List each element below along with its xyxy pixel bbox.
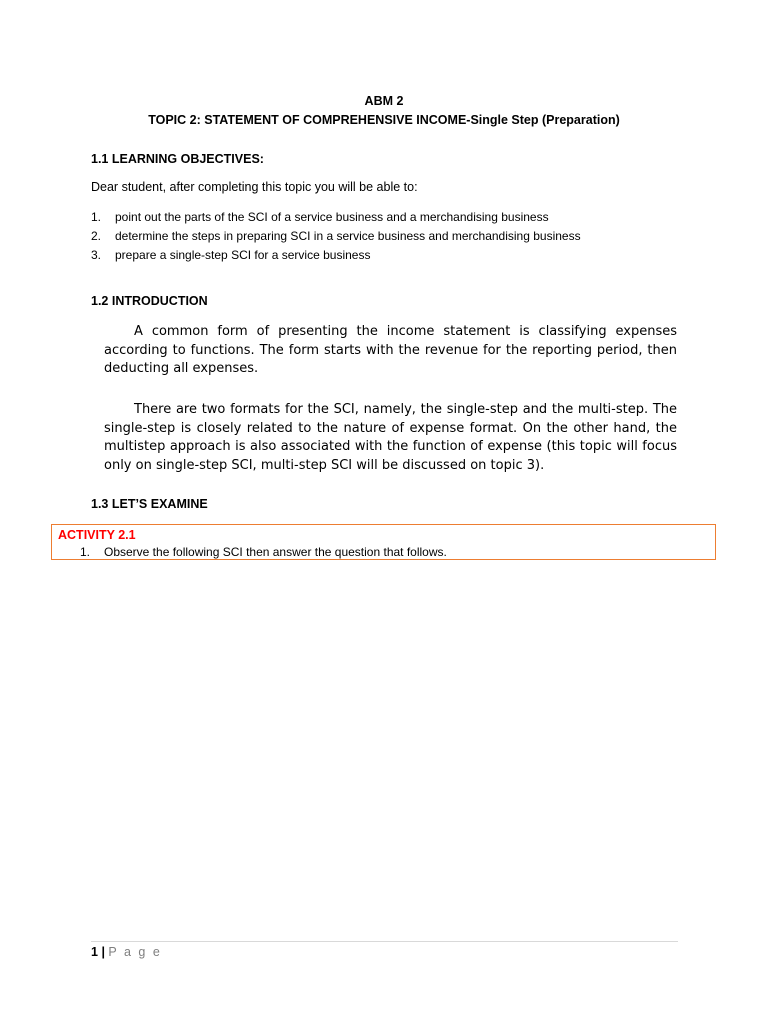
list-item-text: determine the steps in preparing SCI in a service business and merchandising business	[115, 229, 581, 243]
course-title: ABM 2	[364, 94, 404, 108]
footer-divider	[91, 941, 678, 942]
introduction-heading: 1.2 INTRODUCTION	[91, 294, 208, 308]
activity-box	[51, 524, 716, 560]
introduction-paragraph-1: A common form of presenting the income statement is classifying expenses according to functions. The form starts with the revenue for the reporting period, then deducting all expenses.	[104, 324, 677, 376]
list-number: 3.	[91, 248, 102, 262]
activity-instruction	[80, 545, 447, 559]
page-label: P a g e	[108, 945, 162, 959]
objectives-list	[91, 209, 581, 266]
activity-title: ACTIVITY 2.1	[58, 528, 136, 542]
list-item	[91, 228, 581, 247]
lets-examine-heading: 1.3 LET’S EXAMINE	[91, 497, 208, 511]
list-item-text: point out the parts of the SCI of a service business and a merchandising business	[115, 210, 549, 224]
page-footer	[91, 945, 162, 959]
footer-separator: |	[101, 945, 105, 959]
page-number: 1	[91, 945, 98, 959]
topic-title: TOPIC 2: STATEMENT OF COMPREHENSIVE INCOME-Single Step (Preparation)	[148, 113, 620, 127]
list-item-text: prepare a single-step SCI for a service business	[115, 248, 371, 262]
list-item	[91, 247, 581, 266]
learning-objectives-heading: 1.1 LEARNING OBJECTIVES:	[91, 152, 264, 166]
introduction-paragraph-2: There are two formats for the SCI, namely, the single-step and the multi-step. The single-step is closely related to the nature of expense format. On the other hand, the multistep approach is also associated with the function of expense (this topic will focus only on single-step SCI, multi-step SCI will be discussed on topic 3).	[104, 402, 677, 473]
list-number: 2.	[91, 229, 102, 243]
objectives-lead-text: Dear student, after completing this topic you will be able to:	[91, 180, 418, 194]
list-item	[91, 209, 581, 228]
list-number: 1.	[80, 545, 91, 559]
activity-instruction-text: Observe the following SCI then answer the question that follows.	[104, 545, 447, 559]
list-number: 1.	[91, 210, 102, 224]
